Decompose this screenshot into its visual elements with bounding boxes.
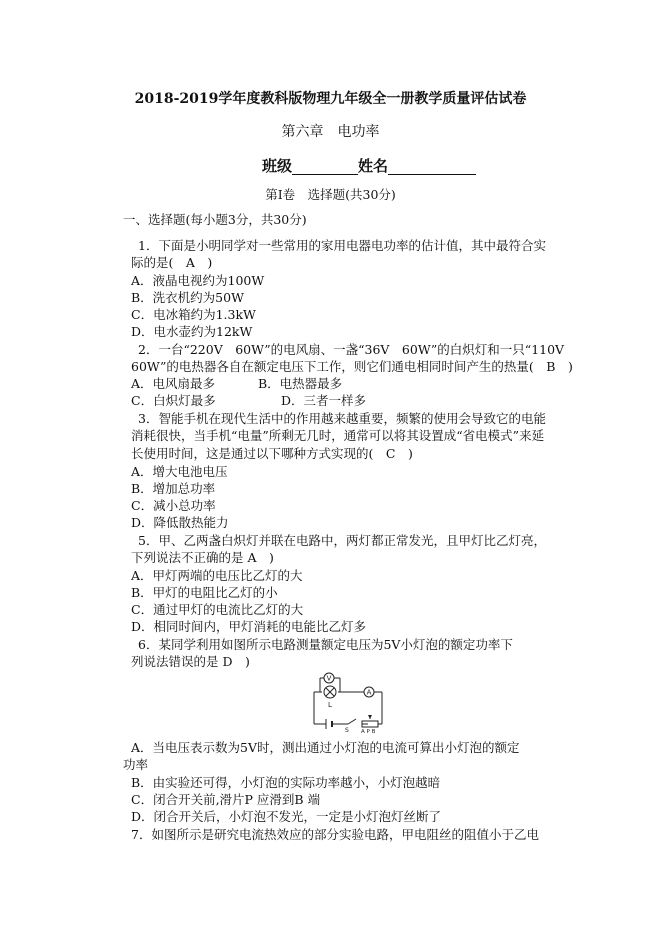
q6-stem-line-1: 6．某同学利用如图所示电路测量额定电压为5V小灯泡的额定功率下 (138, 637, 513, 652)
q6-option-a-line-2: 功率 (123, 757, 149, 772)
q5-option-d: D．相同时间内，甲灯消耗的电能比乙灯多 (131, 619, 367, 634)
q2-option-c: C．白炽灯最多 (131, 393, 216, 408)
q2-option-a: A．电风扇最多 (131, 376, 216, 391)
q3-stem-line-1: 3．智能手机在现代生活中的作用越来越重要，频繁的使用会导致它的电能 (138, 411, 546, 426)
lamp-icon (324, 686, 336, 709)
ammeter-icon (364, 687, 374, 697)
q6-option-a-line-1: A．当电压表示数为5V时，测出通过小灯泡的电流可算出小灯泡的额定 (131, 740, 520, 755)
q3-option-d: D．降低散热能力 (131, 515, 229, 530)
voltmeter-icon (324, 673, 334, 683)
chapter-title: 第六章 电功率 (281, 124, 380, 140)
name-label: 姓名 (358, 157, 389, 175)
class-blank[interactable] (292, 160, 358, 175)
q1-option-b: B．洗衣机约为50W (131, 290, 244, 305)
lamp-label: L (328, 701, 332, 709)
q6-option-d: D．闭合开关后，小灯泡不发光，一定是小灯泡灯丝断了 (131, 809, 442, 824)
q2-stem-line-2: 60W”的电热器各自在额定电压下工作，则它们通电相同时间产生的热量( B ) (131, 359, 573, 374)
q5-option-a: A．甲灯两端的电压比乙灯的大 (131, 568, 303, 583)
q6-stem-line-2: 列说法错误的是 D ) (131, 654, 250, 669)
section-heading: 一、选择题(每小题3分，共30分) (123, 212, 307, 227)
q5-option-b: B．甲灯的电阻比乙灯的小 (131, 585, 278, 600)
q1-stem-line-1: 1．下面是小明同学对一些常用的家用电器电功率的估计值，其中最符合实 (138, 238, 546, 253)
circuit-diagram (304, 670, 394, 734)
q3-option-c: C．减小总功率 (131, 498, 216, 513)
q3-option-b: B．增加总功率 (131, 481, 216, 496)
name-blank[interactable] (388, 160, 476, 175)
q1-option-a: A．液晶电视约为100W (131, 273, 265, 288)
q2-stem-line-1: 2．一台“220V 60W”的电风扇、一盏“36V 60W”的白炽灯和一只“110V (138, 342, 565, 357)
class-label: 班级 (262, 157, 293, 175)
q3-option-a: A．增大电池电压 (131, 464, 228, 479)
q1-option-d: D．电水壶约为12kW (131, 324, 253, 339)
q6-option-b: B．由实验还可得，小灯泡的实际功率越小，小灯泡越暗 (131, 775, 441, 790)
q3-stem-line-2: 消耗很快，当手机“电量”所剩无几时，通常可以将其设置成“省电模式”来延 (131, 428, 545, 443)
q2-option-d: D．三者一样多 (281, 393, 367, 408)
exam-title: 2018-2019学年度教科版物理九年级全一册教学质量评估试卷 (134, 91, 527, 107)
q5-stem-line-1: 5．甲、乙两盏白炽灯并联在电路中，两灯都正常发光，且甲灯比乙灯亮， (138, 533, 546, 548)
q5-stem-line-2: 下列说法不正确的是 A ) (131, 550, 274, 565)
voltmeter-label: V (326, 674, 332, 683)
volume-heading: 第Ⅰ卷 选择题(共30分) (265, 187, 396, 202)
q5-option-c: C．通过甲灯的电流比乙灯的大 (131, 602, 304, 617)
ammeter-label: A (366, 688, 372, 697)
q6-option-c: C．闭合开关前,滑片P 应滑到B 端 (131, 792, 321, 807)
q1-option-c: C．电冰箱约为1.3kW (131, 307, 256, 322)
q7-stem-line-1: 7．如图所示是研究电流热效应的部分实验电路，甲电阻丝的阻值小于乙电 (131, 827, 539, 842)
q2-option-b: B．电热器最多 (258, 376, 343, 391)
rheostat-icon (345, 715, 376, 734)
rheostat-labels: A P B (361, 729, 376, 734)
class-name-line (262, 158, 476, 175)
q1-stem-line-2: 际的是( A ) (131, 255, 213, 270)
switch-label: S (345, 727, 349, 734)
q3-stem-line-3: 长使用时间，这是通过以下哪种方式实现的( C ) (131, 446, 413, 461)
